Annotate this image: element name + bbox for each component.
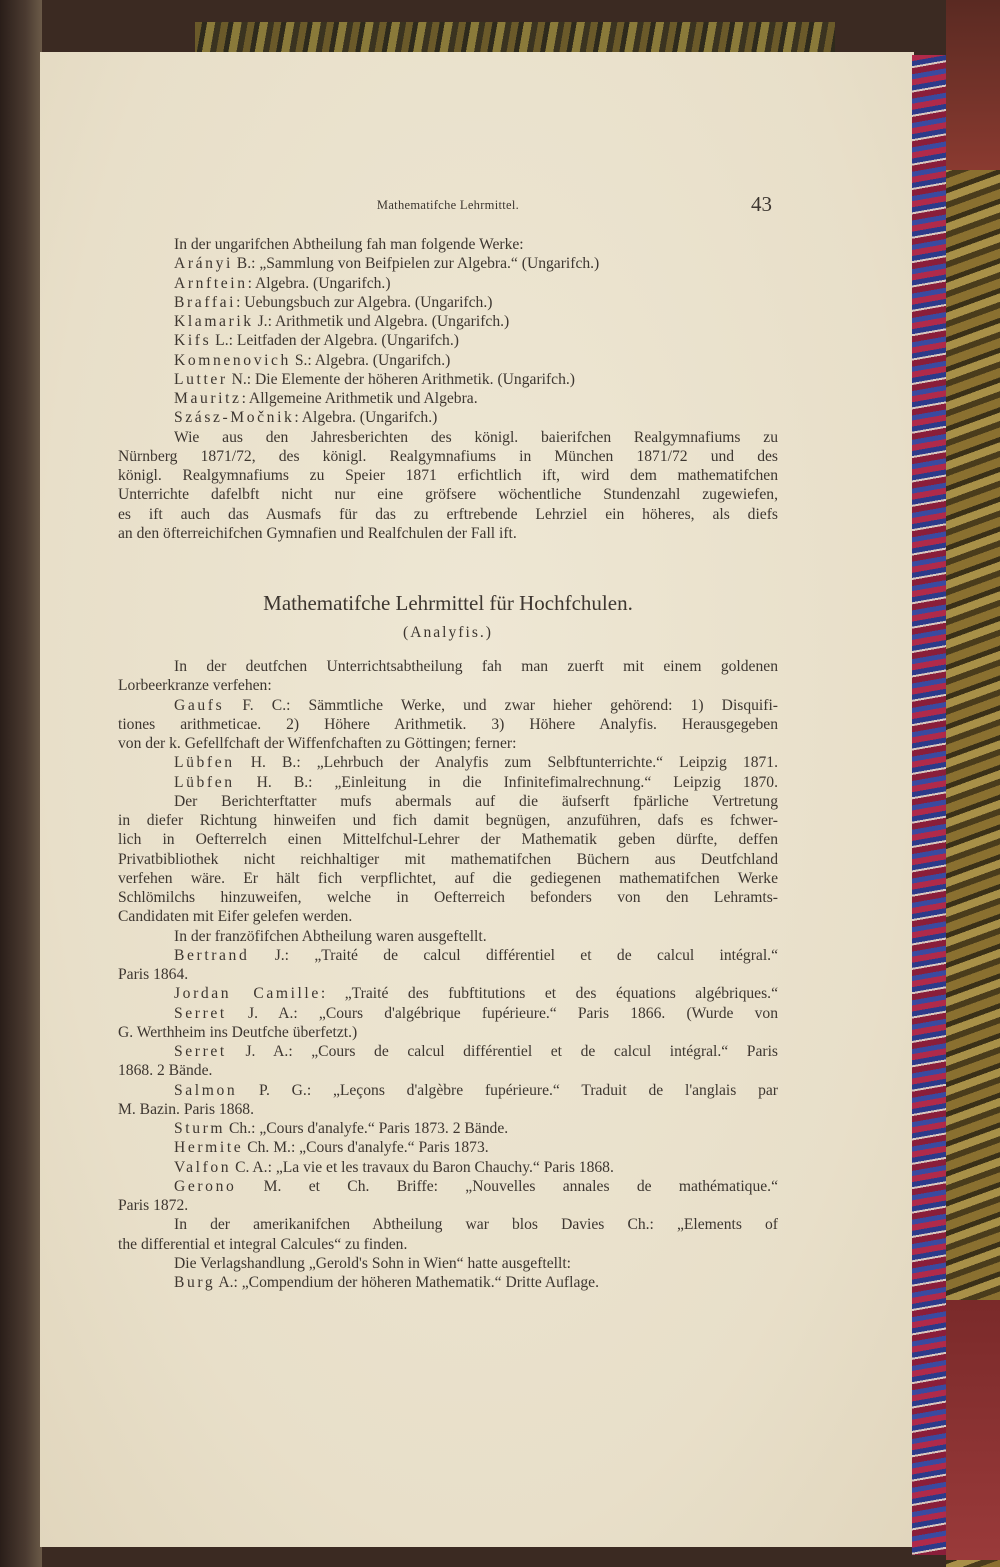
author-name: Gaufs: [174, 696, 225, 714]
text-line: [118, 466, 778, 485]
text-line: [118, 907, 778, 926]
line-text: L.: Leitfaden der Algebra. (Ungarifch.): [211, 332, 459, 350]
line-text: königl. Realgymnafiums zu Speier 1871 erfichtlich ift, wird dem mathematifchen: [118, 467, 778, 484]
line-text: es ift auch das Ausmafs für das zu erftrebende Lehrziel ein höheres, als diefs: [118, 505, 778, 523]
text-line: [118, 1215, 778, 1234]
text-line: [118, 811, 778, 830]
text-line: [118, 850, 778, 869]
line-text: Unterrichte dafelbft nicht nur eine gröfsere wöchentliche Stundenzahl zugewiefen,: [118, 486, 778, 504]
marbled-page-edge: [912, 55, 946, 1555]
line-text: Ch. M.: „Cours d'analyfe.“ Paris 1873.: [243, 1139, 489, 1157]
text-line: [118, 1158, 778, 1177]
text-line: [118, 965, 778, 984]
text-line: [118, 1100, 778, 1119]
paragraph-block-analysis: [118, 657, 778, 1292]
line-text: A.: „Compendium der höheren Mathematik.“ Dritte Auflage.: [215, 1274, 599, 1291]
author-name: Burg: [174, 1274, 216, 1291]
author-name: Salmon: [174, 1081, 238, 1099]
line-text: P. G.: „Leçons d'algèbre fupérieure.“ Traduit de l'anglais par: [237, 1081, 778, 1099]
text-line: [118, 351, 778, 370]
line-text: M. Bazin. Paris 1868.: [118, 1100, 255, 1118]
text-line: [118, 1235, 778, 1254]
text-line: [118, 1138, 778, 1157]
text-line: [118, 830, 778, 849]
text-line: [118, 428, 778, 447]
line-text: Paris 1872.: [118, 1197, 189, 1214]
marbled-cover-edge: [946, 0, 1000, 1567]
section-subheading: (Analyfis.): [403, 624, 493, 641]
line-text: In der amerikanifchen Abtheilung war blos Davies Ch.: „Elements of: [174, 1216, 778, 1234]
text-line: [118, 1061, 778, 1080]
line-text: : Uebungsbuch zur Algebra. (Ungarifch.): [236, 293, 493, 311]
section-heading: Mathematifche Lehrmittel für Hochfchulen.: [263, 591, 633, 615]
paragraph-block-hungarian: [118, 235, 778, 543]
line-text: Lorbeerkranze verfehen:: [118, 677, 272, 695]
text-line: [118, 1273, 778, 1292]
line-text: Die Verlagshandlung „Gerold's Sohn in Wien“ hatte ausgeftellt:: [174, 1254, 571, 1272]
text-line: [118, 254, 778, 273]
text-line: [118, 274, 778, 293]
text-line: [118, 1081, 778, 1100]
text-line: [118, 753, 778, 772]
text-line: [118, 312, 778, 331]
author-name: Lübfen: [174, 773, 235, 791]
text-line: [118, 734, 778, 753]
text-line: [118, 389, 778, 408]
line-text: lich in Oefterrelch einen Mittelfchul-Lehrer der Mathematik geben dürfte, deffen: [118, 831, 778, 849]
line-text: : „Traité des fubftitutions et des équations algébriques.“: [320, 985, 778, 1003]
text-line: [118, 1254, 778, 1273]
line-text: C. A.: „La vie et les travaux du Baron Chauchy.“ Paris 1868.: [231, 1158, 614, 1176]
page-header: [118, 192, 778, 217]
running-title: Mathematifche Lehrmittel.: [376, 198, 520, 212]
line-text: J.: Arithmetik und Algebra. (Ungarifch.): [253, 313, 510, 330]
author-name: Serret: [174, 1004, 227, 1022]
line-text: J. A.: „Cours de calcul différentiel et de calcul intégral.“ Paris: [226, 1043, 778, 1060]
author-name: Mauritz: [174, 390, 242, 407]
author-name: Sturm: [174, 1120, 226, 1137]
author-name: Gerono: [174, 1177, 237, 1195]
line-text: verfehen wäre. Er hält fich verpflichtet, auf die gediegenen mathematifchen Werke: [118, 869, 778, 887]
line-text: H. B.: „Einleitung in die Infinitefimalrechnung.“ Leipzig 1870.: [234, 773, 778, 791]
line-text: M. et Ch. Briffe: „Nouvelles annales de mathématique.“: [236, 1177, 778, 1195]
author-name: Klamarik: [174, 313, 254, 330]
line-text: N.: Die Elemente der höheren Arithmetik. (Ungarifch.): [227, 370, 575, 388]
text-line: [118, 927, 778, 946]
text-line: [118, 696, 778, 715]
line-text: S.: Algebra. (Ungarifch.): [290, 351, 451, 369]
book-spine-edge: [0, 0, 42, 1567]
author-name: Szász-Močnik: [174, 409, 295, 427]
text-line: [118, 370, 778, 389]
line-text: Schlömilchs hinzuweifen, welche in Oefterreich befonders von den Lehramts-: [118, 889, 778, 906]
line-text: In der ungarifchen Abtheilung fah man folgende Werke:: [174, 236, 524, 253]
author-name: Komnenovich: [174, 351, 291, 369]
line-text: J. A.: „Cours d'algébrique fupérieure.“ Paris 1866. (Wurde von: [226, 1004, 778, 1022]
line-text: von der k. Gefellfchaft der Wiffenfchaften zu Göttingen; ferner:: [118, 735, 517, 752]
text-line: [118, 792, 778, 811]
text-line: [118, 773, 778, 792]
author-name: Kifs: [174, 332, 212, 350]
text-line: [118, 1004, 778, 1023]
text-line: [118, 293, 778, 312]
text-line: [118, 715, 778, 734]
line-text: In der deutfchen Unterrichtsabtheilung fah man zuerft mit einem goldenen: [174, 658, 778, 675]
author-name: Valfon: [174, 1158, 232, 1176]
text-line: [118, 524, 778, 543]
line-text: F. C.: Sämmtliche Werke, und zwar hieher gehörend: 1) Disquifi-: [224, 696, 778, 714]
text-line: [118, 447, 778, 466]
text-line: [118, 657, 778, 676]
line-text: Nürnberg 1871/72, des königl. Realgymnafiums in München 1871/72 und des: [118, 447, 778, 465]
text-line: [118, 676, 778, 695]
line-text: in diefer Richtung hinweifen und fich damit begnügen, anzuführen, dafs es fchwer-: [118, 812, 778, 829]
author-name: Bertrand: [174, 946, 250, 964]
author-name: Serret: [174, 1043, 227, 1060]
text-line: [118, 235, 778, 254]
text-line: [118, 331, 778, 350]
text-line: [118, 408, 778, 427]
text-line: [118, 1042, 778, 1061]
line-text: : Algebra. (Ungarifch.): [294, 409, 438, 427]
line-text: Paris 1864.: [118, 966, 189, 983]
line-text: H. B.: „Lehrbuch der Analyfis zum Selbftunterrichte.“ Leipzig 1871.: [234, 754, 778, 772]
line-text: : Algebra. (Ungarifch.): [247, 274, 391, 292]
line-text: tiones arithmeticae. 2) Höhere Arithmetik. 3) Höhere Analyfis. Herausgegeben: [118, 715, 778, 733]
author-name: Braffai: [174, 293, 237, 311]
text-line: [118, 505, 778, 524]
line-text: an den öfterreichifchen Gymnafien und Realfchulen der Fall ift.: [118, 524, 517, 542]
line-text: 1868. 2 Bände.: [118, 1062, 213, 1080]
page-number: 43: [751, 192, 772, 216]
line-text: Privatbibliothek nicht reichhaltiger mit mathematifchen Büchern aus Deutfchland: [118, 850, 778, 868]
text-line: [118, 888, 778, 907]
author-name: Lutter: [174, 370, 228, 388]
text-line: [118, 1196, 778, 1215]
author-name: Jordan Camille: [174, 985, 321, 1003]
line-text: Candidaten mit Eifer gelefen werden.: [118, 908, 353, 926]
text-line: [118, 1177, 778, 1196]
text-line: [118, 869, 778, 888]
line-text: B.: „Sammlung von Beifpielen zur Algebra.“ (Ungarifch.): [232, 255, 600, 273]
author-name: Arnftein: [174, 274, 248, 292]
author-name: Arányi: [174, 255, 233, 273]
line-text: J.: „Traité de calcul différentiel et de calcul intégral.“: [249, 946, 778, 964]
line-text: : Allgemeine Arithmetik und Algebra.: [241, 390, 478, 407]
line-text: Wie aus den Jahresberichten des königl. baierifchen Realgymnafiums zu: [174, 428, 778, 446]
text-line: [118, 984, 778, 1003]
line-text: the differential et integral Calcules“ zu finden.: [118, 1235, 408, 1253]
author-name: Hermite: [174, 1139, 244, 1157]
line-text: In der franzöfifchen Abtheilung waren ausgeftellt.: [174, 927, 487, 945]
text-line: [118, 1119, 778, 1138]
line-text: Ch.: „Cours d'analyfe.“ Paris 1873. 2 Bände.: [225, 1120, 509, 1137]
text-line: [118, 946, 778, 965]
text-line: [118, 485, 778, 504]
marbled-top-edge: [195, 22, 835, 56]
line-text: Der Berichterftatter mufs abermals auf die äufserft fpärliche Vertretung: [174, 792, 778, 810]
line-text: G. Werthheim ins Deutfche überfetzt.): [118, 1023, 358, 1041]
text-line: [118, 1023, 778, 1042]
author-name: Lübfen: [174, 754, 235, 772]
